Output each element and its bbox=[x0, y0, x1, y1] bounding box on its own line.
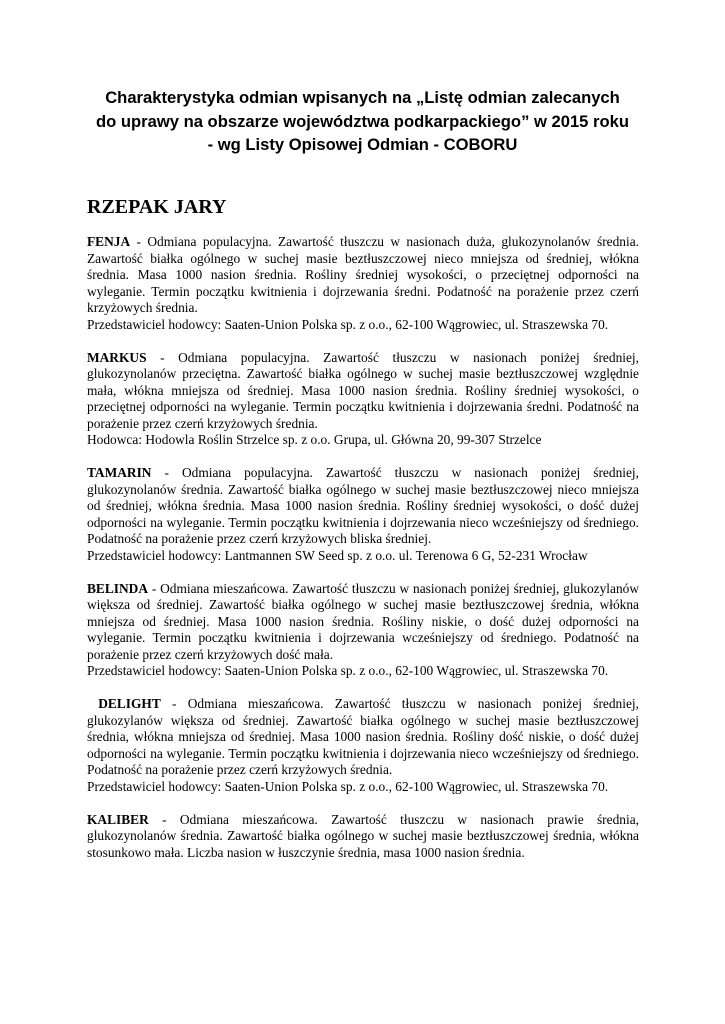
variety-description bbox=[87, 350, 639, 433]
variety-text: - Odmiana mieszańcowa. Zawartość tłuszczu w nasionach poniżej średniej, glukozylanów większa od średniej. Zawartość białka ogólnego w suchej masie beztłuszczowej średnia, włókna mniejsza od średniej. Masa 1000 nasion średnia. Rośliny dość niskie, o dość dużej odporności na wyleganie. Termin początku kwitnienia i dojrzewania nieco wcześniejszy od średniego. Podatność na porażenie przez czerń krzyżowych średnia. bbox=[87, 696, 639, 777]
variety-name: KALIBER bbox=[87, 811, 149, 827]
variety-name: BELINDA bbox=[87, 580, 149, 596]
variety-entry-kaliber bbox=[87, 812, 639, 862]
variety-description bbox=[87, 812, 639, 862]
variety-description bbox=[87, 234, 639, 317]
variety-entry-fenja bbox=[87, 234, 639, 333]
variety-entry-delight bbox=[87, 696, 639, 795]
variety-name: MARKUS bbox=[87, 349, 147, 365]
variety-name: DELIGHT bbox=[98, 696, 161, 711]
document-title bbox=[60, 86, 665, 157]
breeder-info: Przedstawiciel hodowcy: Saaten-Union Polska sp. z o.o., 62-100 Wągrowiec, ul. Straszewska 70. bbox=[87, 316, 609, 332]
variety-entry-markus bbox=[87, 350, 639, 449]
section-heading: RZEPAK JARY bbox=[87, 196, 227, 218]
variety-text: - Odmiana populacyjna. Zawartość tłuszczu w nasionach duża, glukozynolanów średnia. Zawartość białka ogólnego w suchej masie beztłuszczowej nieco mniejsza od średniej, włókna średnia. Masa 1000 nasion średnia. Rośliny średniej wysokości, o przeciętnej odporności na wyleganie. Termin początku kwitnienia i dojrzewania średni. Podatność na porażenie przez czerń krzyżowych średnia. bbox=[87, 234, 639, 315]
variety-description bbox=[87, 581, 639, 664]
title-line-2: do uprawy na obszarze województwa podkarpackiego” w 2015 roku bbox=[96, 111, 629, 131]
breeder-info: Hodowca: Hodowla Roślin Strzelce sp. z o.o. Grupa, ul. Główna 20, 99-307 Strzelce bbox=[87, 432, 542, 447]
variety-entry-tamarin bbox=[87, 465, 639, 564]
variety-list bbox=[87, 234, 639, 878]
variety-text: - Odmiana mieszańcowa. Zawartość tłuszczu w nasionach prawie średnia, glukozynolanów średnia. Zawartość białka ogólnego w suchej masie beztłuszczowej średnia, włókna stosunkowo mała. Liczba nasion w łuszczynie średnia, masa 1000 nasion średnia. bbox=[87, 811, 639, 860]
breeder-info: Przedstawiciel hodowcy: Lantmannen SW Seed sp. z o.o. ul. Terenowa 6 G, 52-231 Wrocław bbox=[87, 547, 588, 563]
variety-name: FENJA bbox=[87, 234, 131, 249]
breeder-info: Przedstawiciel hodowcy: Saaten-Union Polska sp. z o.o., 62-100 Wągrowiec, ul. Straszewska 70. bbox=[87, 663, 609, 678]
variety-name: TAMARIN bbox=[87, 465, 152, 480]
variety-description bbox=[87, 696, 639, 779]
title-line-3: - wg Listy Opisowej Odmian - COBORU bbox=[207, 135, 518, 154]
variety-text: - Odmiana populacyjna. Zawartość tłuszczu w nasionach poniżej średniej, glukozynolanów przeciętna. Zawartość białka ogólnego w suchej masie beztłuszczowej względnie mała, włókna mniejsza od średniej. Masa 1000 nasion średnia. Rośliny średniej wysokości, o przeciętnej odporności na wyleganie. Termin początku kwitnienia i dojrzewania średni. Podatność na porażenie przez czerń krzyżowych średnia. bbox=[87, 349, 639, 431]
variety-description bbox=[87, 465, 639, 548]
variety-text: - Odmiana populacyjna. Zawartość tłuszczu w nasionach poniżej średniej, glukozynolanów średnia. Zawartość białka ogólnego w suchej masie beztłuszczowej nieco mniejsza od średniej, włókna średnia. Masa 1000 nasion średnia. Rośliny średniej wysokości, o dość dużej odporności na wyleganie. Termin początku kwitnienia i dojrzewania nieco wcześniejszy od średniego. Podatność na porażenie przez czerń krzyżowych bliska średniej. bbox=[87, 465, 639, 546]
variety-text: - Odmiana mieszańcowa. Zawartość tłuszczu w nasionach poniżej średniej, glukozylanów większa od średniej. Zawartość białka ogólnego w suchej masie beztłuszczowej średnia, włókna mniejsza od średniej. Masa 1000 nasion średnia. Rośliny niskie, o dość dużej odporności na wyleganie. Termin początku kwitnienia i dojrzewania wcześniejszy od średniego. Podatność na porażenie przez czerń krzyżowych dość mała. bbox=[87, 580, 639, 662]
breeder-info: Przedstawiciel hodowcy: Saaten-Union Polska sp. z o.o., 62-100 Wągrowiec, ul. Straszewska 70. bbox=[87, 778, 609, 794]
title-line-1: Charakterystyka odmian wpisanych na „Listę odmian zalecanych bbox=[105, 88, 620, 107]
variety-entry-belinda bbox=[87, 581, 639, 680]
